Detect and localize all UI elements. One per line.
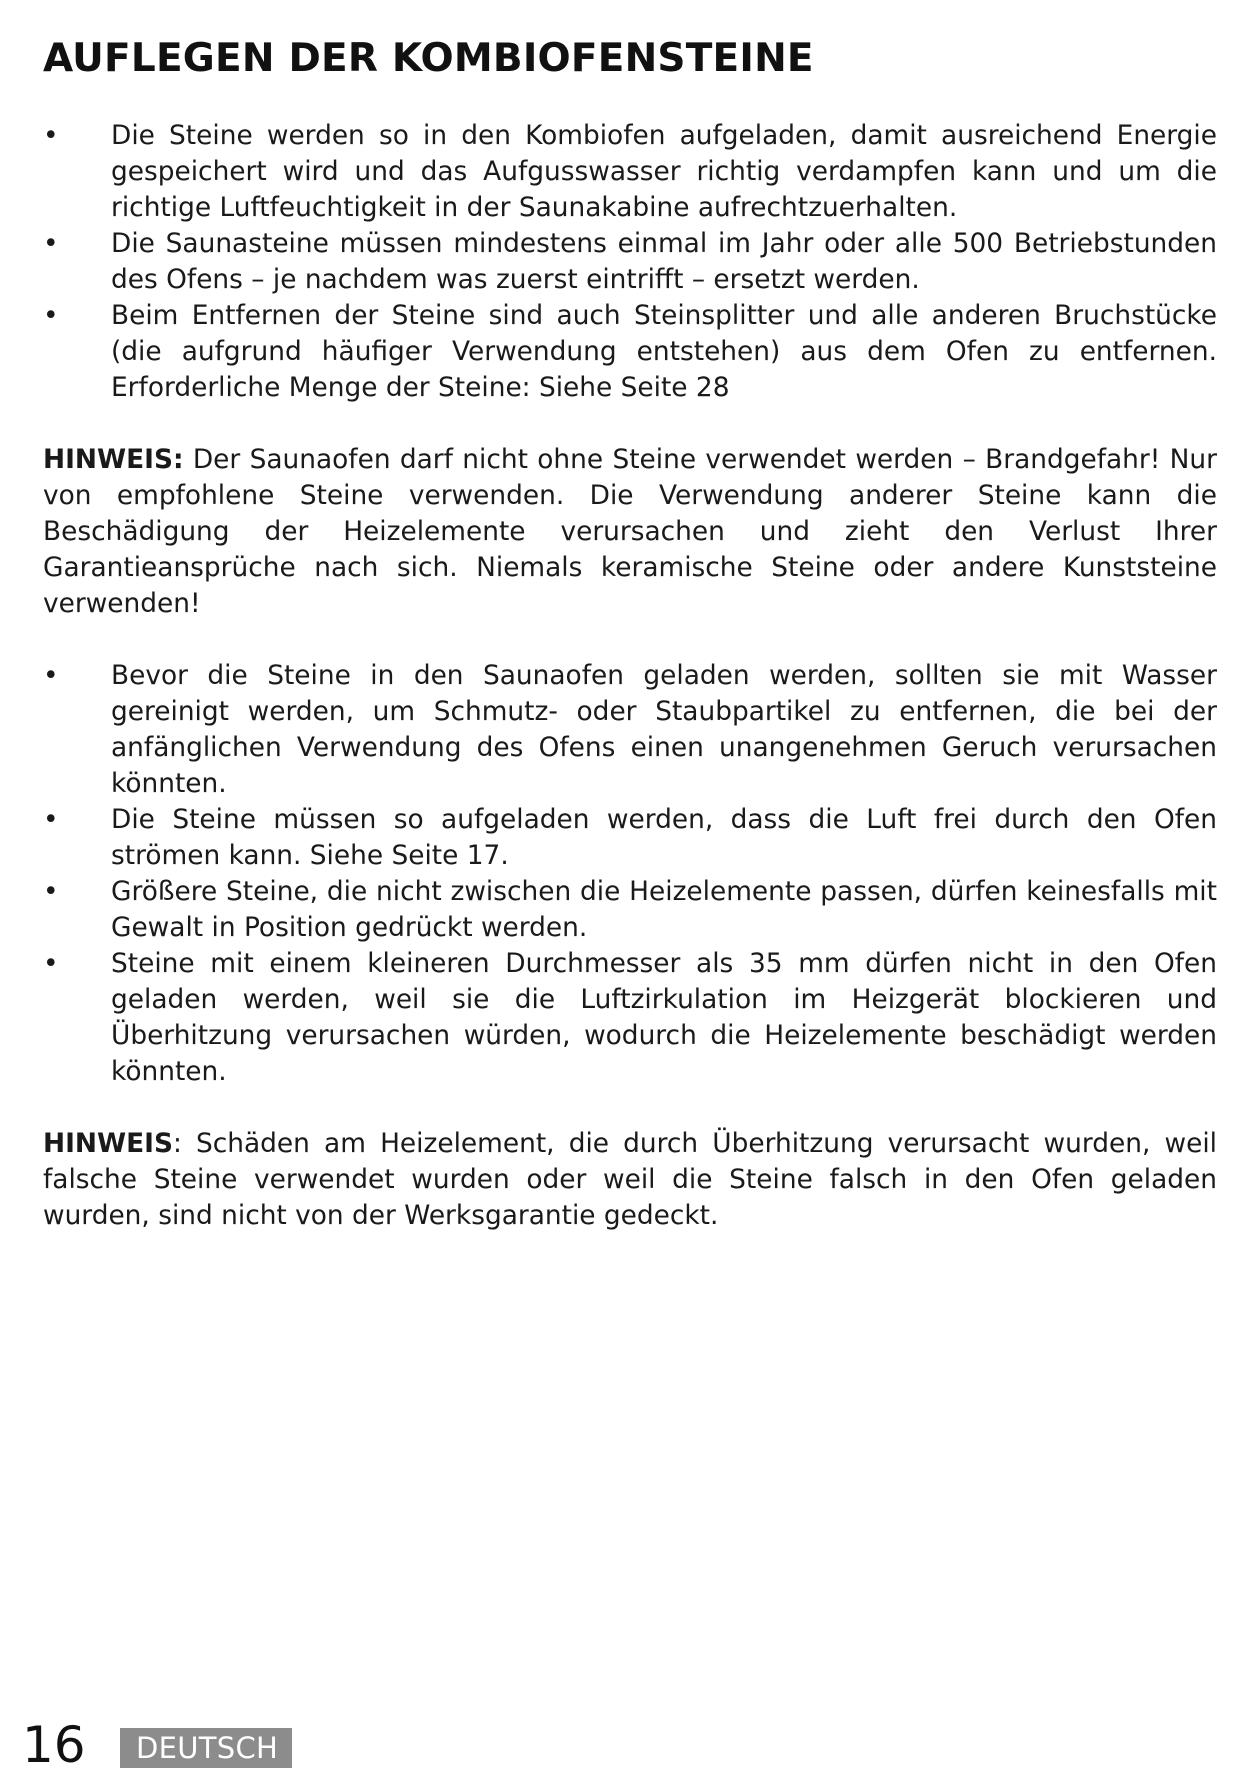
note-paragraph-2	[43, 1126, 1217, 1234]
bullet-icon: •	[43, 120, 59, 151]
document-body	[43, 118, 1217, 1234]
list-item-text: Die Saunasteine müssen mindestens einmal im Jahr oder alle 500 Betriebstunden des Ofens – je nachdem was zuerst eintrifft – ersetzt werden.	[111, 228, 1217, 295]
bullet-list-1	[43, 118, 1217, 406]
bullet-icon: •	[43, 300, 59, 331]
bullet-icon: •	[43, 660, 59, 691]
bullet-icon: •	[43, 804, 59, 835]
list-item-text: Steine mit einem kleineren Durchmesser als 35 mm dürfen nicht in den Ofen geladen werden, weil sie die Luftzirkulation im Heizgerät blockieren und Überhitzung verursachen würden, wodurch die Heizelemente beschädigt werden könnten.	[111, 948, 1217, 1087]
list-item	[43, 118, 1217, 226]
list-item-text: Beim Entfernen der Steine sind auch Steinsplitter und alle anderen Bruchstücke (die aufgrund häufiger Verwendung entstehen) aus dem Ofen zu entfernen. Erforderliche Menge der Steine: Siehe Seite 28	[111, 300, 1217, 403]
list-item-text: Die Steine werden so in den Kombiofen aufgeladen, damit ausreichend Energie gespeichert wird und das Aufgusswasser richtig verdampfen kann und um die richtige Luftfeuchtigkeit in der Saunakabine aufrechtzuerhalten.	[111, 120, 1217, 223]
list-item	[43, 226, 1217, 298]
note-label: HINWEIS	[43, 1128, 173, 1159]
page-title: AUFLEGEN DER KOMBIOFENSTEINE	[43, 36, 814, 81]
list-item-text: Bevor die Steine in den Saunaofen geladen werden, sollten sie mit Wasser gereinigt werden, um Schmutz- oder Staubpartikel zu entfernen, die bei der anfänglichen Verwendung des Ofens einen unangenehmen Geruch verursachen könnten.	[111, 660, 1217, 799]
bullet-list-2	[43, 658, 1217, 1090]
page-number: 16	[22, 1716, 86, 1774]
list-item-text: Die Steine müssen so aufgeladen werden, dass die Luft frei durch den Ofen strömen kann. Siehe Seite 17.	[111, 804, 1217, 871]
list-item-text: Größere Steine, die nicht zwischen die Heizelemente passen, dürfen keinesfalls mit Gewalt in Position gedrückt werden.	[111, 876, 1217, 943]
note-text: : Schäden am Heizelement, die durch Überhitzung verursacht wurden, weil falsche Steine verwendet wurden oder weil die Steine falsch in den Ofen geladen wurden, sind nicht von der Werksgarantie gedeckt.	[43, 1128, 1217, 1231]
list-item	[43, 802, 1217, 874]
list-item	[43, 658, 1217, 802]
note-label: HINWEIS:	[43, 444, 184, 475]
bullet-icon: •	[43, 228, 59, 259]
note-text: Der Saunaofen darf nicht ohne Steine verwendet werden – Brandgefahr! Nur von empfohlene Steine verwenden. Die Verwendung anderer Steine kann die Beschädigung der Heizelemente verursachen und zieht den Verlust Ihrer Garantieansprüche nach sich. Niemals keramische Steine oder andere Kunststeine verwenden!	[43, 444, 1217, 619]
language-badge: DEUTSCH	[120, 1728, 292, 1768]
list-item	[43, 874, 1217, 946]
list-item	[43, 298, 1217, 406]
bullet-icon: •	[43, 948, 59, 979]
page-footer	[22, 1718, 292, 1772]
list-item	[43, 946, 1217, 1090]
note-paragraph-1	[43, 442, 1217, 622]
bullet-icon: •	[43, 876, 59, 907]
